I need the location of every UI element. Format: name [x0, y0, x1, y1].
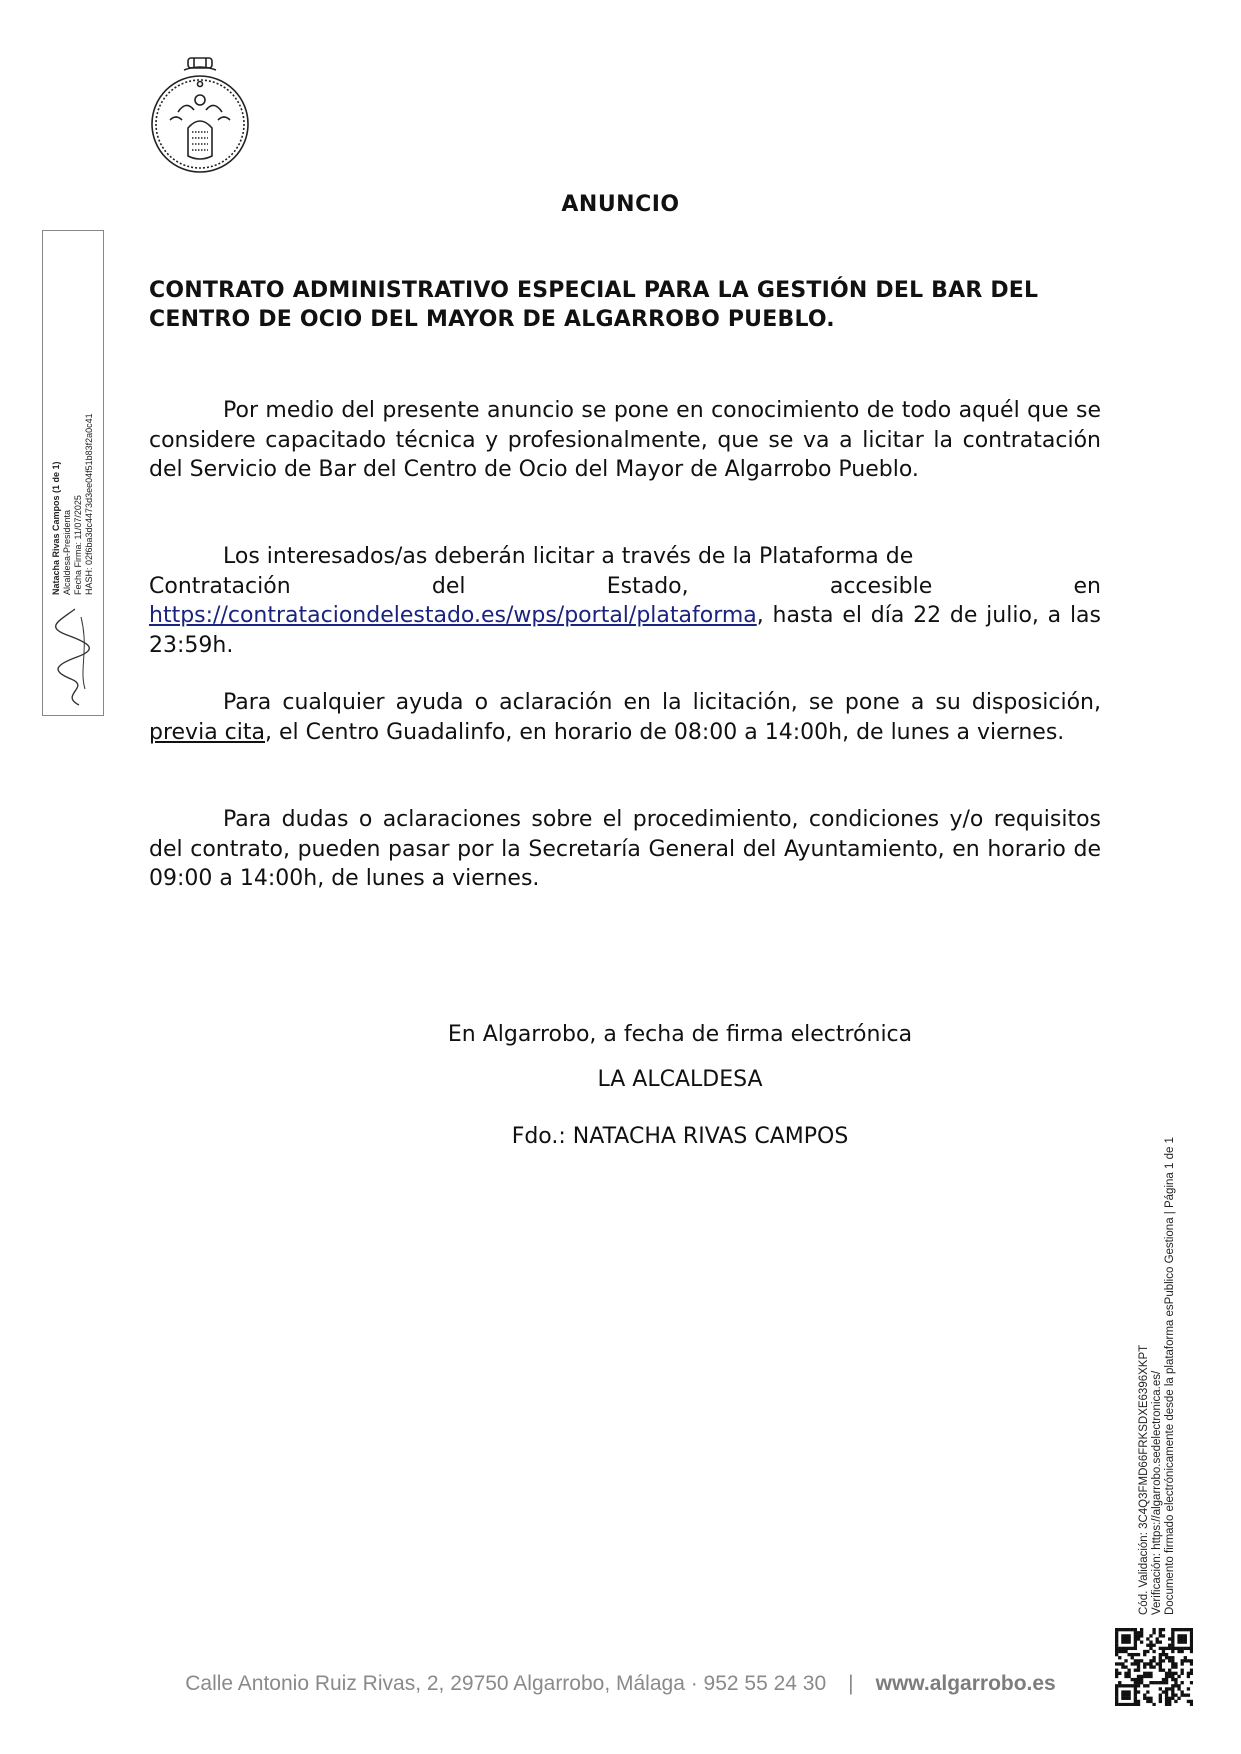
p2-word: en	[1073, 573, 1101, 599]
closing-role: LA ALCALDESA	[597, 1067, 763, 1092]
validation-block	[1138, 1095, 1194, 1615]
p2-word: accesible	[829, 573, 933, 599]
footer-separator: |	[848, 1672, 854, 1695]
p2-line2	[149, 572, 1101, 602]
p2-line3	[149, 601, 1101, 660]
p3-text: Para cualquier ayuda o aclaración en la licitación, se pone a su disposición,	[223, 690, 1101, 715]
document-subject: CONTRATO ADMINISTRATIVO ESPECIAL PARA LA GESTIÓN DEL BAR DEL CENTRO DE OCIO DEL MAYOR DE ALGARROBO PUEBLO.	[149, 278, 1039, 332]
validation-url[interactable]: Verificación: https://algarrobo.sedelectronica.es/	[1151, 1370, 1163, 1615]
signer-name: Natacha Rivas Campos (1 de 1)	[51, 461, 61, 595]
paragraph-announcement: Por medio del presente anuncio se pone en conocimiento de todo aquél que se considere capacitado técnica y profesionalmente, que se va a licitar la contratación del Servicio de Bar del Centro de Ocio del Mayor de Algarrobo Pueblo.	[149, 398, 1101, 482]
signature-date: Fecha Firma: 11/07/2025	[73, 495, 83, 595]
p2-word: del	[431, 573, 466, 599]
platform-link[interactable]: https://contrataciondelestado.es/wps/portal/plataforma	[149, 603, 757, 628]
municipal-crest-icon	[148, 56, 252, 180]
signer-position: Alcaldesa-Presidenta	[62, 509, 72, 595]
handwritten-signature-icon	[49, 604, 97, 709]
p2-word: Estado,	[606, 573, 689, 599]
validation-document: Documento firmado electrónicamente desde la plataforma esPublico Gestiona | Página 1 de 1	[1164, 1137, 1176, 1615]
signature-stamp-rotated	[43, 231, 103, 715]
validation-code: Cód. Validación: 3C4Q3FMD66FRKSDXE6396XKPT	[1138, 1344, 1150, 1615]
p2-rest: , hasta el día 22 de julio, a las 23:59h.	[149, 603, 1101, 658]
previa-cita-text: previa cita	[149, 719, 265, 745]
paragraph-help	[149, 688, 1101, 747]
footer-website[interactable]: www.algarrobo.es	[875, 1672, 1056, 1695]
validation-rotated	[1138, 1095, 1194, 1615]
document-title: ANUNCIO	[561, 192, 680, 217]
p2-line1: Los interesados/as deberán licitar a través de la Plataforma de	[223, 544, 914, 569]
paragraph-bidding-instructions	[149, 542, 1101, 660]
signature-hash: HASH: 02f6ba3dc4473d3ee04f51b83f2a0c41	[84, 413, 94, 595]
p3-text-after: , el Centro Guadalinfo, en horario de 08:00 a 14:00h, de lunes a viernes.	[264, 719, 1065, 745]
paragraph-questions: Para dudas o aclaraciones sobre el procedimiento, condiciones y/o requisitos del contrato, pueden pasar por la Secretaría General del Ayuntamiento, en horario de 09:00 a 14:00h, de lunes a viernes.	[149, 807, 1101, 891]
footer	[0, 1672, 1241, 1696]
signature-stamp	[42, 230, 104, 716]
closing-signed-by: Fdo.: NATACHA RIVAS CAMPOS	[511, 1124, 849, 1149]
p2-word: Contratación	[149, 573, 291, 599]
footer-address: Calle Antonio Ruiz Rivas, 2, 29750 Algarrobo, Málaga · 952 55 24 30	[185, 1672, 827, 1695]
closing-place-date: En Algarrobo, a fecha de firma electrónica	[447, 1022, 913, 1047]
